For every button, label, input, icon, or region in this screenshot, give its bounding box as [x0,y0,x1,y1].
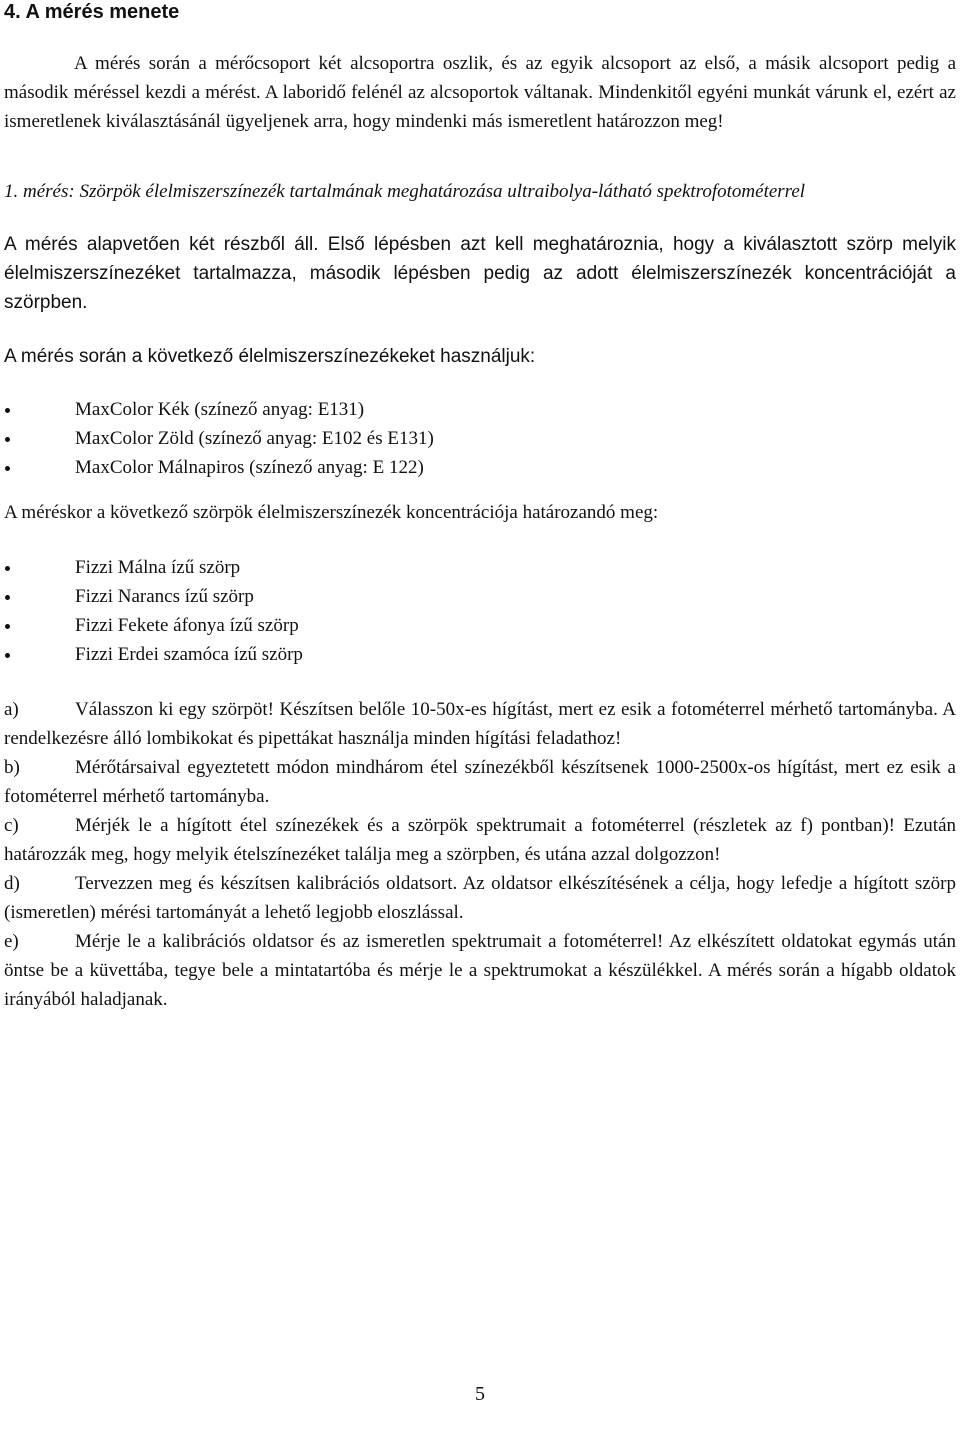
task-label: b) [4,757,20,778]
bullet-icon [5,437,10,442]
task-label: e) [4,931,19,952]
intro-paragraph: A mérés során a mérőcsoport két alcsoportra oszlik, és az egyik alcsoport az első, a másik alcsoport pedig a második méréssel kezdi a mérést. A laboridő felénél az alcsoportok váltanak. Mindenkitől egyéni munkát várunk el, ezért az ismeretlenek kiválasztásánál ügyeljenek arra, hogy mindenki más ismeretlent határozzon meg! [4,53,956,132]
list-item: MaxColor Kék (színező anyag: E131) [4,395,956,424]
task-label: c) [4,815,19,836]
section-heading: 4. A mérés menete [4,1,180,23]
bullet-icon [5,624,10,629]
task-list [4,695,956,1014]
list-item: Fizzi Narancs ízű szörp [4,582,956,611]
bullet-icon [5,466,10,471]
task-item: b) Mérőtársaival egyeztetett módon mindhárom étel színezékből készítsenek 1000-2500x-os hígítást, mert ez esik a fotométerrel mérhető tartományba. [4,753,956,811]
list-item: MaxColor Zöld (színező anyag: E102 és E131) [4,424,956,453]
task-label: d) [4,873,20,894]
colorant-list [4,395,956,482]
bullet-icon [5,408,10,413]
list-item: Fizzi Málna ízű szörp [4,553,956,582]
bullet-icon [5,595,10,600]
page-number: 5 [475,1383,485,1405]
measurement-title: 1. mérés: Szörpök élelmiszerszínezék tartalmának meghatározása ultraibolya-látható spektrofotométerrel [4,181,806,202]
colorants-intro: A mérés során a következő élelmiszerszínezékeket használjuk: [4,346,536,367]
bullet-icon [5,653,10,658]
task-item: a) Válasszon ki egy szörpöt! Készítsen belőle 10-50x-es hígítást, mert ez esik a fotométerrel mérhető tartományba. A rendelkezésre álló lombikokat és pipettákat használja minden hígítási feladathoz! [4,695,956,753]
task-item: e) Mérje le a kalibrációs oldatsor és az ismeretlen spektrumait a fotométerrel! Az elkészített oldatokat egymás után öntse be a küvettába, tegye bele a mintatartóba és mérje le a spektrumokat a készülékkel. A mérés során a hígabb oldatok irányából haladjanak. [4,927,956,1014]
bullet-icon [5,566,10,571]
list-item: MaxColor Málnapiros (színező anyag: E 122) [4,453,956,482]
document-page [4,0,956,1014]
syrup-list [4,553,956,669]
list-item: Fizzi Erdei szamóca ízű szörp [4,640,956,669]
task-label: a) [4,699,19,720]
task-item: c) Mérjék le a hígított étel színezékek és a szörpök spektrumait a fotométerrel (részletek az f) pontban)! Ezután határozzák meg, hogy melyik ételszínezéket találja meg a szörpben, és utána azzal dolgozzon! [4,811,956,869]
list-item: Fizzi Fekete áfonya ízű szörp [4,611,956,640]
syrups-intro: A méréskor a következő szörpök élelmiszerszínezék koncentrációja határozandó meg: [4,502,659,523]
description-paragraph: A mérés alapvetően két részből áll. Első lépésben azt kell meghatároznia, hogy a kiválasztott szörp melyik élelmiszerszínezéket tartalmazza, második lépésben pedig az adott élelmiszerszínezék koncentrációját a szörpben. [4,234,956,313]
task-item: d) Tervezzen meg és készítsen kalibrációs oldatsort. Az oldatsor elkészítésének a célja, hogy lefedje a hígított szörp (ismeretlen) mérési tartományát a lehető legjobb eloszlással. [4,869,956,927]
